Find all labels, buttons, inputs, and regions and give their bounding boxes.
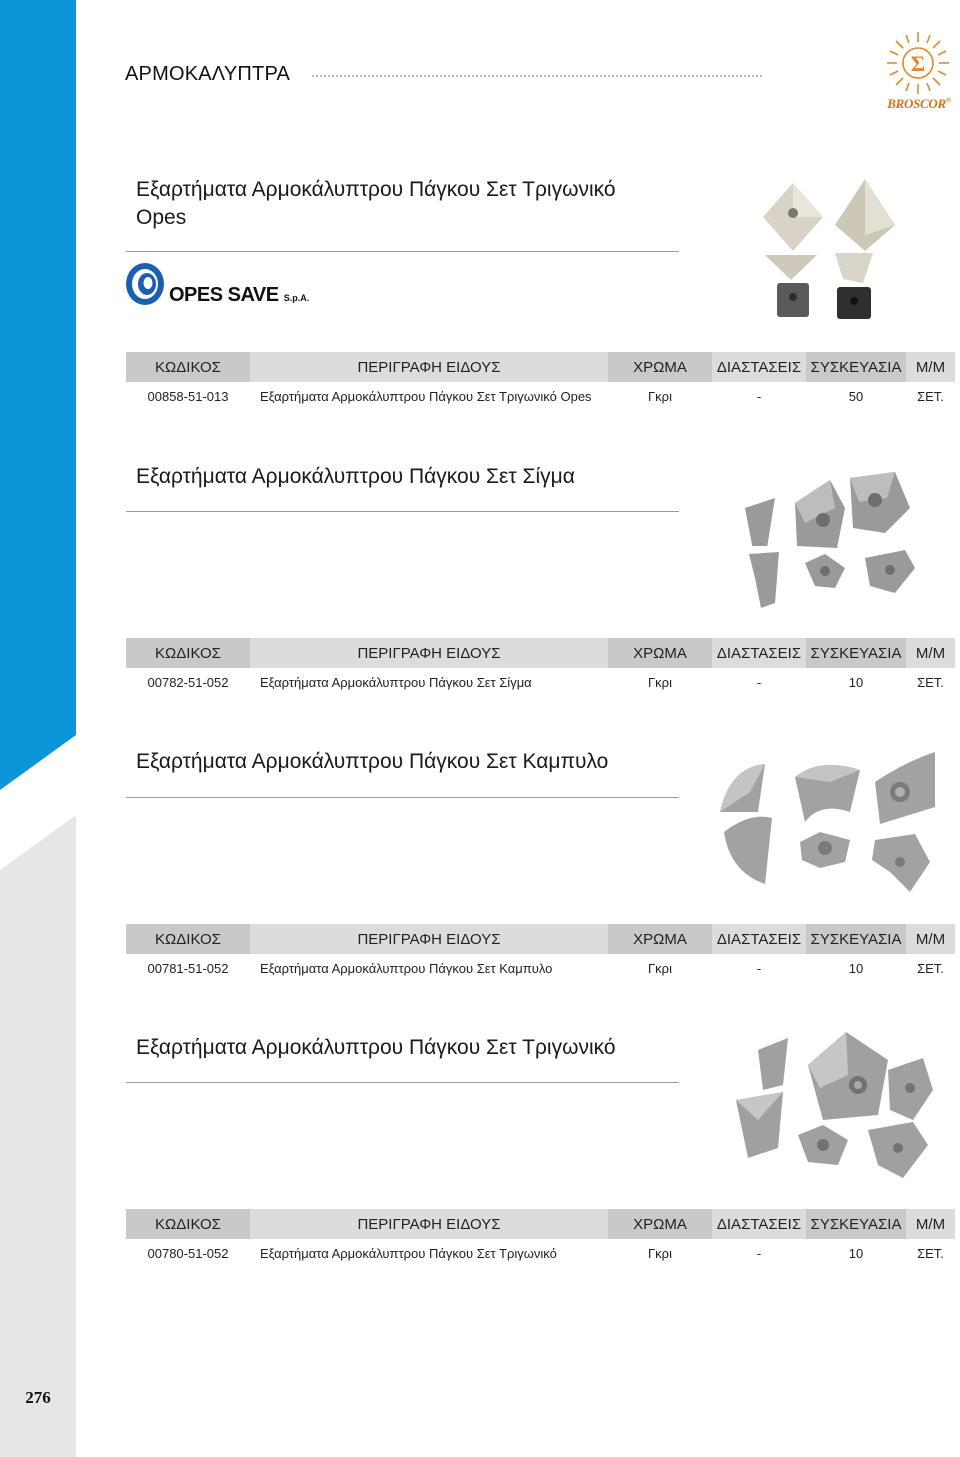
product-color: Γκρι — [648, 1245, 672, 1261]
opes-save-logo — [125, 262, 385, 308]
product-description: Εξαρτήματα Αρμοκάλυπτρου Πάγκου Σετ Καμπυλο — [260, 960, 553, 976]
side-strip — [0, 0, 76, 1457]
product-color: Γκρι — [648, 674, 672, 690]
product-unit: ΣΕΤ. — [917, 388, 944, 404]
product-description: Εξαρτήματα Αρμοκάλυπτρου Πάγκου Σετ Σίγμα — [260, 674, 532, 690]
page-header-title: ΑΡΜΟΚΑΛΥΠΤΡΑ — [125, 63, 291, 85]
product-table-1 — [126, 352, 955, 410]
product-image-curved — [710, 752, 940, 897]
product-dimensions: - — [756, 960, 762, 976]
section-title-2: Εξαρτήματα Αρμοκάλυπτρου Πάγκου Σετ Σίγμα — [136, 465, 575, 488]
product-color: Γκρι — [648, 960, 672, 976]
table-row — [126, 954, 955, 982]
section-rule-1 — [126, 251, 679, 252]
opes-swirl-icon — [125, 262, 165, 308]
brand-name — [878, 96, 960, 112]
col-header-dimensions: ΔΙΑΣΤΑΣΕΙΣ — [712, 352, 806, 382]
col-header-unit: Μ/Μ — [906, 638, 955, 668]
product-color: Γκρι — [648, 388, 672, 404]
col-header-color: ΧΡΩΜΑ — [608, 1209, 712, 1239]
col-header-dimensions: ΔΙΑΣΤΑΣΕΙΣ — [712, 638, 806, 668]
header-dotted-rule — [312, 75, 762, 77]
table-header-row — [126, 352, 955, 382]
col-header-description: ΠΕΡΙΓΡΑΦΗ ΕΙΔΟΥΣ — [250, 638, 608, 668]
supplier-suffix: S.p.A. — [283, 293, 310, 303]
broscor-logo — [876, 28, 960, 124]
section-title-3: Εξαρτήματα Αρμοκάλυπτρου Πάγκου Σετ Καμπυλο — [136, 750, 609, 773]
product-packaging: 10 — [848, 960, 864, 976]
product-unit: ΣΕΤ. — [917, 960, 944, 976]
table-row — [126, 382, 955, 410]
product-description: Εξαρτήματα Αρμοκάλυπτρου Πάγκου Σετ Τριγωνικό — [260, 1245, 557, 1261]
product-description: Εξαρτήματα Αρμοκάλυπτρου Πάγκου Σετ Τριγωνικό Opes — [260, 388, 592, 404]
product-table-2 — [126, 638, 955, 696]
table-row — [126, 1239, 955, 1267]
product-code: 00858-51-013 — [147, 388, 229, 404]
sun-sigma-icon — [876, 28, 960, 98]
col-header-unit: Μ/Μ — [906, 924, 955, 954]
col-header-color: ΧΡΩΜΑ — [608, 638, 712, 668]
col-header-code: ΚΩΔΙΚΟΣ — [126, 1209, 250, 1239]
product-dimensions: - — [756, 388, 762, 404]
col-header-color: ΧΡΩΜΑ — [608, 924, 712, 954]
section-title-4: Εξαρτήματα Αρμοκάλυπτρου Πάγκου Σετ Τριγωνικό — [136, 1036, 616, 1059]
table-header-row — [126, 924, 955, 954]
col-header-code: ΚΩΔΙΚΟΣ — [126, 352, 250, 382]
section-rule-4 — [126, 1082, 679, 1083]
col-header-description: ΠΕΡΙΓΡΑΦΗ ΕΙΔΟΥΣ — [250, 352, 608, 382]
col-header-packaging: ΣΥΣΚΕΥΑΣΙΑ — [806, 352, 906, 382]
col-header-packaging: ΣΥΣΚΕΥΑΣΙΑ — [806, 638, 906, 668]
col-header-unit: Μ/Μ — [906, 352, 955, 382]
product-image-triangular — [728, 1030, 938, 1185]
table-header-row — [126, 1209, 955, 1239]
brand-symbol: Σ — [910, 51, 926, 76]
product-packaging: 10 — [848, 674, 864, 690]
product-unit: ΣΕΤ. — [917, 1245, 944, 1261]
col-header-description: ΠΕΡΙΓΡΑΦΗ ΕΙΔΟΥΣ — [250, 924, 608, 954]
product-table-3 — [126, 924, 955, 982]
col-header-unit: Μ/Μ — [906, 1209, 955, 1239]
product-unit: ΣΕΤ. — [917, 674, 944, 690]
col-header-packaging: ΣΥΣΚΕΥΑΣΙΑ — [806, 924, 906, 954]
brand-name-text: BROSCOR — [887, 96, 946, 111]
section-rule-3 — [126, 797, 679, 798]
product-code: 00780-51-052 — [147, 1245, 229, 1261]
product-packaging: 50 — [848, 388, 864, 404]
supplier-name-text: OPES SAVE — [169, 284, 279, 306]
col-header-description: ΠΕΡΙΓΡΑΦΗ ΕΙΔΟΥΣ — [250, 1209, 608, 1239]
col-header-packaging: ΣΥΣΚΕΥΑΣΙΑ — [806, 1209, 906, 1239]
brand-reg: ® — [945, 96, 951, 105]
product-code: 00782-51-052 — [147, 674, 229, 690]
product-packaging: 10 — [848, 1245, 864, 1261]
section-rule-2 — [126, 511, 679, 512]
table-header-row — [126, 638, 955, 668]
col-header-code: ΚΩΔΙΚΟΣ — [126, 924, 250, 954]
supplier-name — [169, 284, 309, 307]
col-header-color: ΧΡΩΜΑ — [608, 352, 712, 382]
table-row — [126, 668, 955, 696]
col-header-code: ΚΩΔΙΚΟΣ — [126, 638, 250, 668]
product-dimensions: - — [756, 1245, 762, 1261]
page-number: 276 — [25, 1388, 51, 1407]
product-table-4 — [126, 1209, 955, 1267]
col-header-dimensions: ΔΙΑΣΤΑΣΕΙΣ — [712, 924, 806, 954]
product-dimensions: - — [756, 674, 762, 690]
product-code: 00781-51-052 — [147, 960, 229, 976]
col-header-dimensions: ΔΙΑΣΤΑΣΕΙΣ — [712, 1209, 806, 1239]
section-title-1: Εξαρτήματα Αρμοκάλυπτρου Πάγκου Σετ Τριγωνικό Opes — [136, 178, 616, 229]
product-image-sigma — [735, 468, 925, 613]
side-strip-graphic — [0, 0, 76, 1457]
product-image-opes-triangular — [755, 175, 905, 325]
